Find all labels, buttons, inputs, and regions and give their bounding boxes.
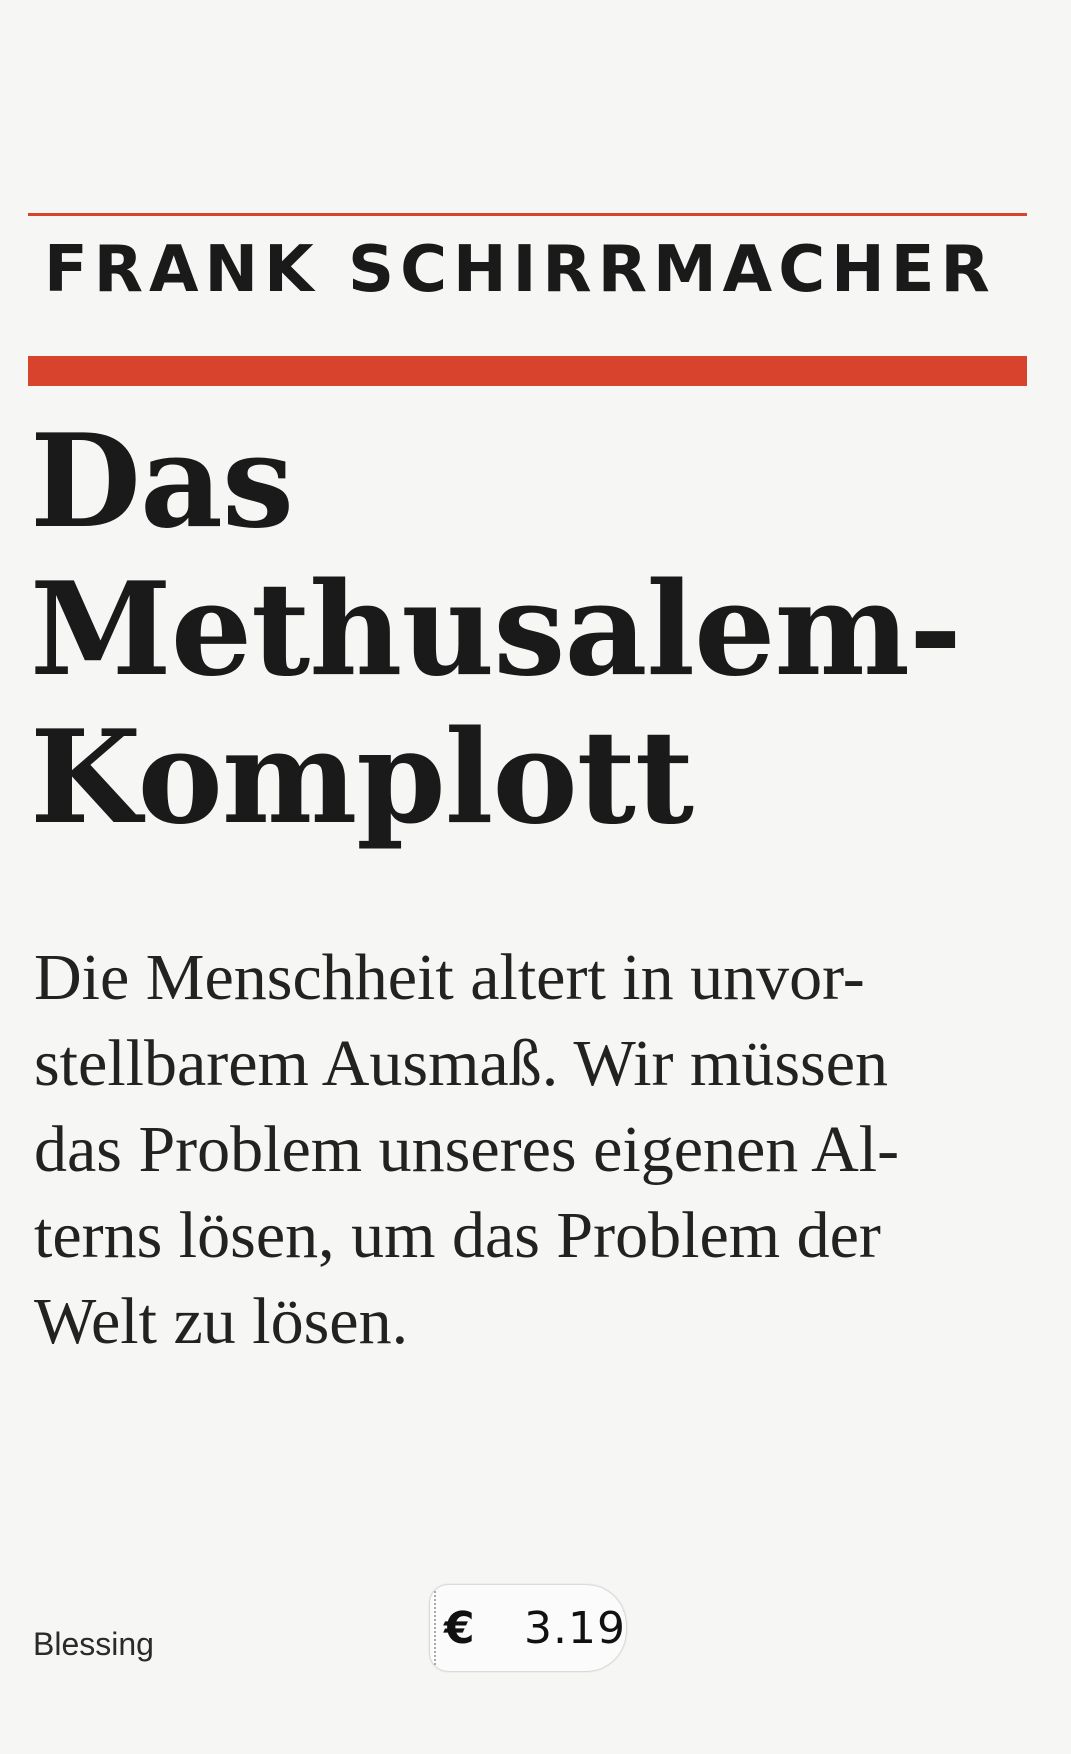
book-title — [30, 408, 961, 852]
thick-rule — [28, 356, 1027, 386]
price-value: 3.19 — [524, 1603, 626, 1654]
price-sticker — [430, 1585, 626, 1671]
blurb-line: das Problem unseres eigenen Al- — [34, 1113, 900, 1186]
author-name: FRANK SCHIRRMACHER — [44, 233, 996, 307]
blurb-line: Die Menschheit altert in unvor- — [34, 941, 865, 1014]
title-line: Komplott — [30, 703, 693, 853]
title-line: Methusalem- — [30, 555, 961, 705]
publisher-name: Blessing — [33, 1626, 154, 1662]
price-currency: € — [444, 1603, 475, 1654]
blurb-line: Welt zu lösen. — [34, 1285, 409, 1358]
title-line: Das — [30, 407, 293, 557]
blurb-line: terns lösen, um das Problem der — [34, 1199, 881, 1272]
top-thin-rule — [28, 213, 1027, 216]
blurb-text — [34, 935, 1024, 1365]
blurb-line: stellbarem Ausmaß. Wir müssen — [34, 1027, 889, 1100]
